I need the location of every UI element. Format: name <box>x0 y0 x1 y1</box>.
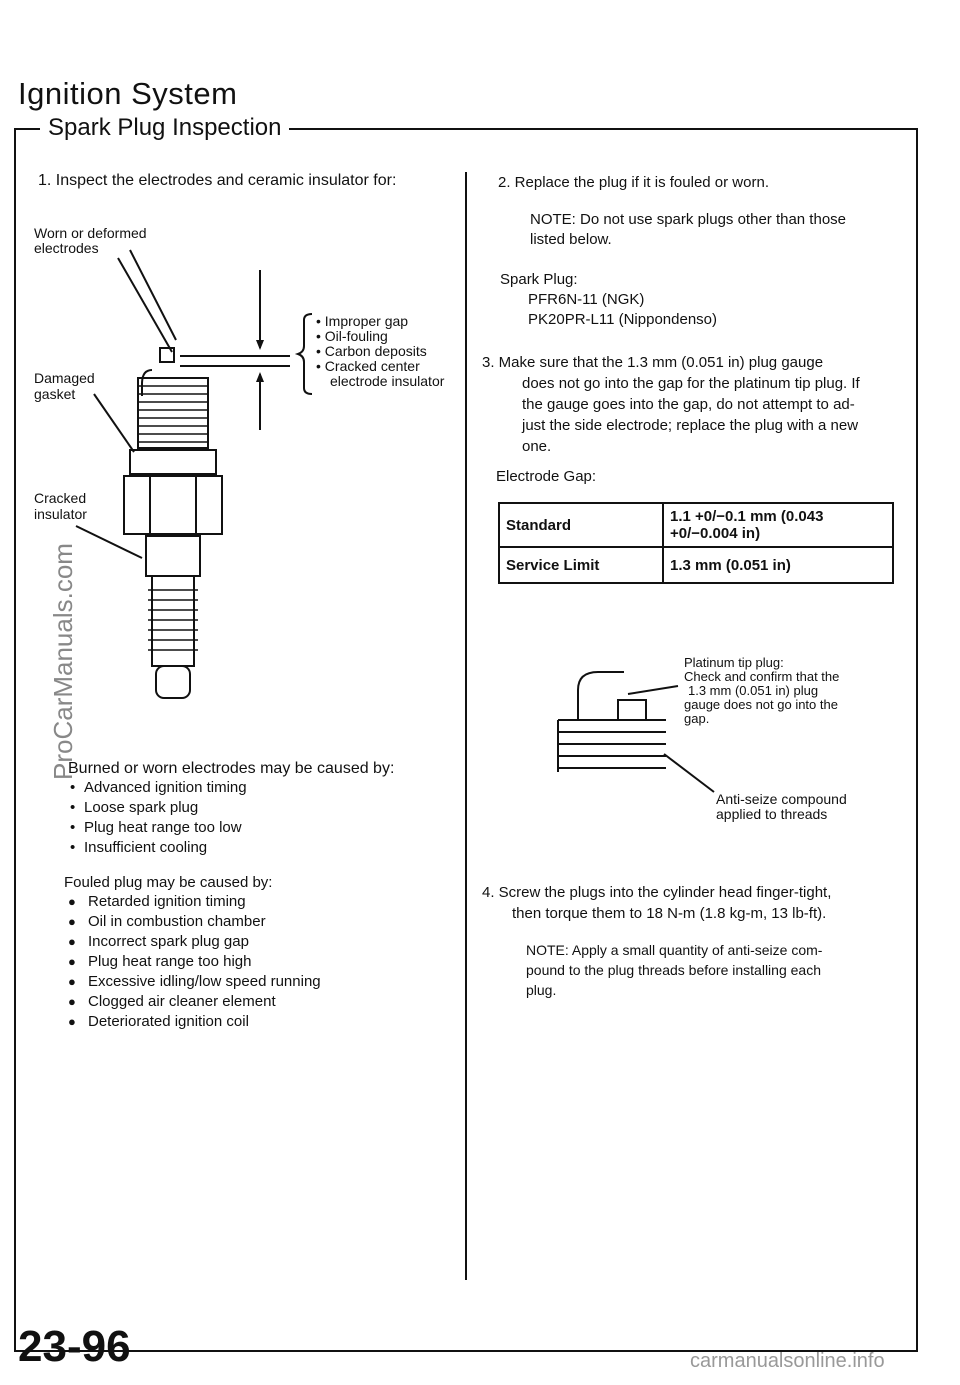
callout-worn-line2: electrodes <box>34 240 99 256</box>
spark-plug-spec <box>500 270 717 330</box>
platinum-note-line1: Platinum tip plug: <box>684 655 784 670</box>
step-4 <box>482 882 831 924</box>
callout-cracked-line2: insulator <box>34 506 87 522</box>
defect-item: • Oil-fouling <box>316 328 388 344</box>
step-3-line2: does not go into the gap for the platinum tip plug. If <box>522 375 860 392</box>
antiseize-arrow <box>660 750 720 800</box>
note-1-line1: NOTE: Do not use spark plugs other than those <box>530 211 847 228</box>
step-3-line1: 3. Make sure that the 1.3 mm (0.051 in) plug gauge <box>482 354 824 371</box>
limit-label: Service Limit <box>499 547 663 583</box>
standard-label: Standard <box>499 503 663 547</box>
callout-damaged-line1: Damaged <box>34 370 95 386</box>
fouled-intro: Fouled plug may be caused by: <box>64 874 273 891</box>
note-1 <box>530 210 846 250</box>
list-item: ● Deteriorated ignition coil <box>68 1012 321 1032</box>
note-1-line2: listed below. <box>530 231 612 248</box>
platinum-note-line2: Check and confirm that the <box>684 669 840 684</box>
footer-url: carmanualsonline.info <box>690 1350 885 1372</box>
list-item: ● Plug heat range too high <box>68 952 321 972</box>
step-3-line4: just the side electrode; replace the plug with a new <box>522 417 859 434</box>
limit-value: 1.3 mm (0.051 in) <box>663 547 893 583</box>
defect-item: electrode insulator <box>330 373 445 389</box>
step-4-line1: 4. Screw the plugs into the cylinder head finger-tight, <box>482 884 832 901</box>
step-3 <box>482 352 902 457</box>
note-2-line3: plug. <box>526 982 557 998</box>
list-item: ● Oil in combustion chamber <box>68 912 321 932</box>
spark-plug-illustration <box>60 240 460 710</box>
page-title: Ignition System <box>18 76 238 111</box>
antiseize-note-line1: Anti-seize compound <box>716 791 847 807</box>
list-item: ● Retarded ignition timing <box>68 892 321 912</box>
callout-worn-line1: Worn or deformed <box>34 225 147 241</box>
plug-ngk: PFR6N-11 (NGK) <box>528 291 645 308</box>
column-divider <box>465 172 467 1280</box>
note-2 <box>526 940 822 1000</box>
list-item: • Insufficient cooling <box>70 838 247 858</box>
watermark: ProCarManuals.com <box>48 543 78 780</box>
step-4-line2: then torque them to 18 N-m (1.8 kg-m, 13 lb-ft). <box>512 905 827 922</box>
side-electrode <box>142 370 152 396</box>
electrode-gap-label: Electrode Gap: <box>496 468 597 485</box>
list-item: • Loose spark plug <box>70 798 247 818</box>
defect-item: • Cracked center <box>316 358 420 374</box>
platinum-note-line4: gauge does not go into the <box>684 697 838 712</box>
burned-intro: Burned or worn electrodes may be caused by: <box>68 760 395 777</box>
burned-causes-list <box>70 778 247 858</box>
platinum-note-line3: 1.3 mm (0.051 in) plug <box>688 683 819 698</box>
note-2-line2: pound to the plug threads before installing each <box>526 962 821 978</box>
plug-nippondenso: PK20PR-L11 (Nippondenso) <box>528 311 718 328</box>
fouled-causes-list <box>68 892 321 1032</box>
note-2-line1: NOTE: Apply a small quantity of anti-seize com- <box>526 942 823 958</box>
step-2: 2. Replace the plug if it is fouled or worn. <box>498 174 769 191</box>
defect-item: • Improper gap <box>316 313 409 329</box>
list-item: • Plug heat range too low <box>70 818 247 838</box>
step-1: 1. Inspect the electrodes and ceramic insulator for: <box>38 172 397 189</box>
section-title: Spark Plug Inspection <box>40 114 289 142</box>
standard-value: 1.1 +0/−0.1 mm (0.043 +0/−0.004 in) <box>663 503 893 547</box>
platinum-note <box>684 656 864 726</box>
step-3-line3: the gauge goes into the gap, do not attempt to ad- <box>522 396 855 413</box>
antiseize-note-line2: applied to threads <box>716 806 828 822</box>
callout-cracked-line1: Cracked <box>34 490 87 506</box>
callout-damaged-line2: gasket <box>34 386 76 402</box>
table-row <box>499 547 893 583</box>
antiseize-note <box>716 792 847 822</box>
defect-item: • Carbon deposits <box>316 343 427 359</box>
list-item: ● Excessive idling/low speed running <box>68 972 321 992</box>
platinum-note-line5: gap. <box>684 711 710 726</box>
list-item: ● Clogged air cleaner element <box>68 992 321 1012</box>
hex-body <box>124 476 222 534</box>
spark-plug-label: Spark Plug: <box>500 271 578 288</box>
list-item: ● Incorrect spark plug gap <box>68 932 321 952</box>
page-number: 23-96 <box>18 1322 131 1371</box>
electrode-gap-table <box>498 502 894 584</box>
step-3-line5: one. <box>522 438 552 455</box>
table-row <box>499 503 893 547</box>
list-item: • Advanced ignition timing <box>70 778 247 798</box>
gasket <box>130 450 216 474</box>
